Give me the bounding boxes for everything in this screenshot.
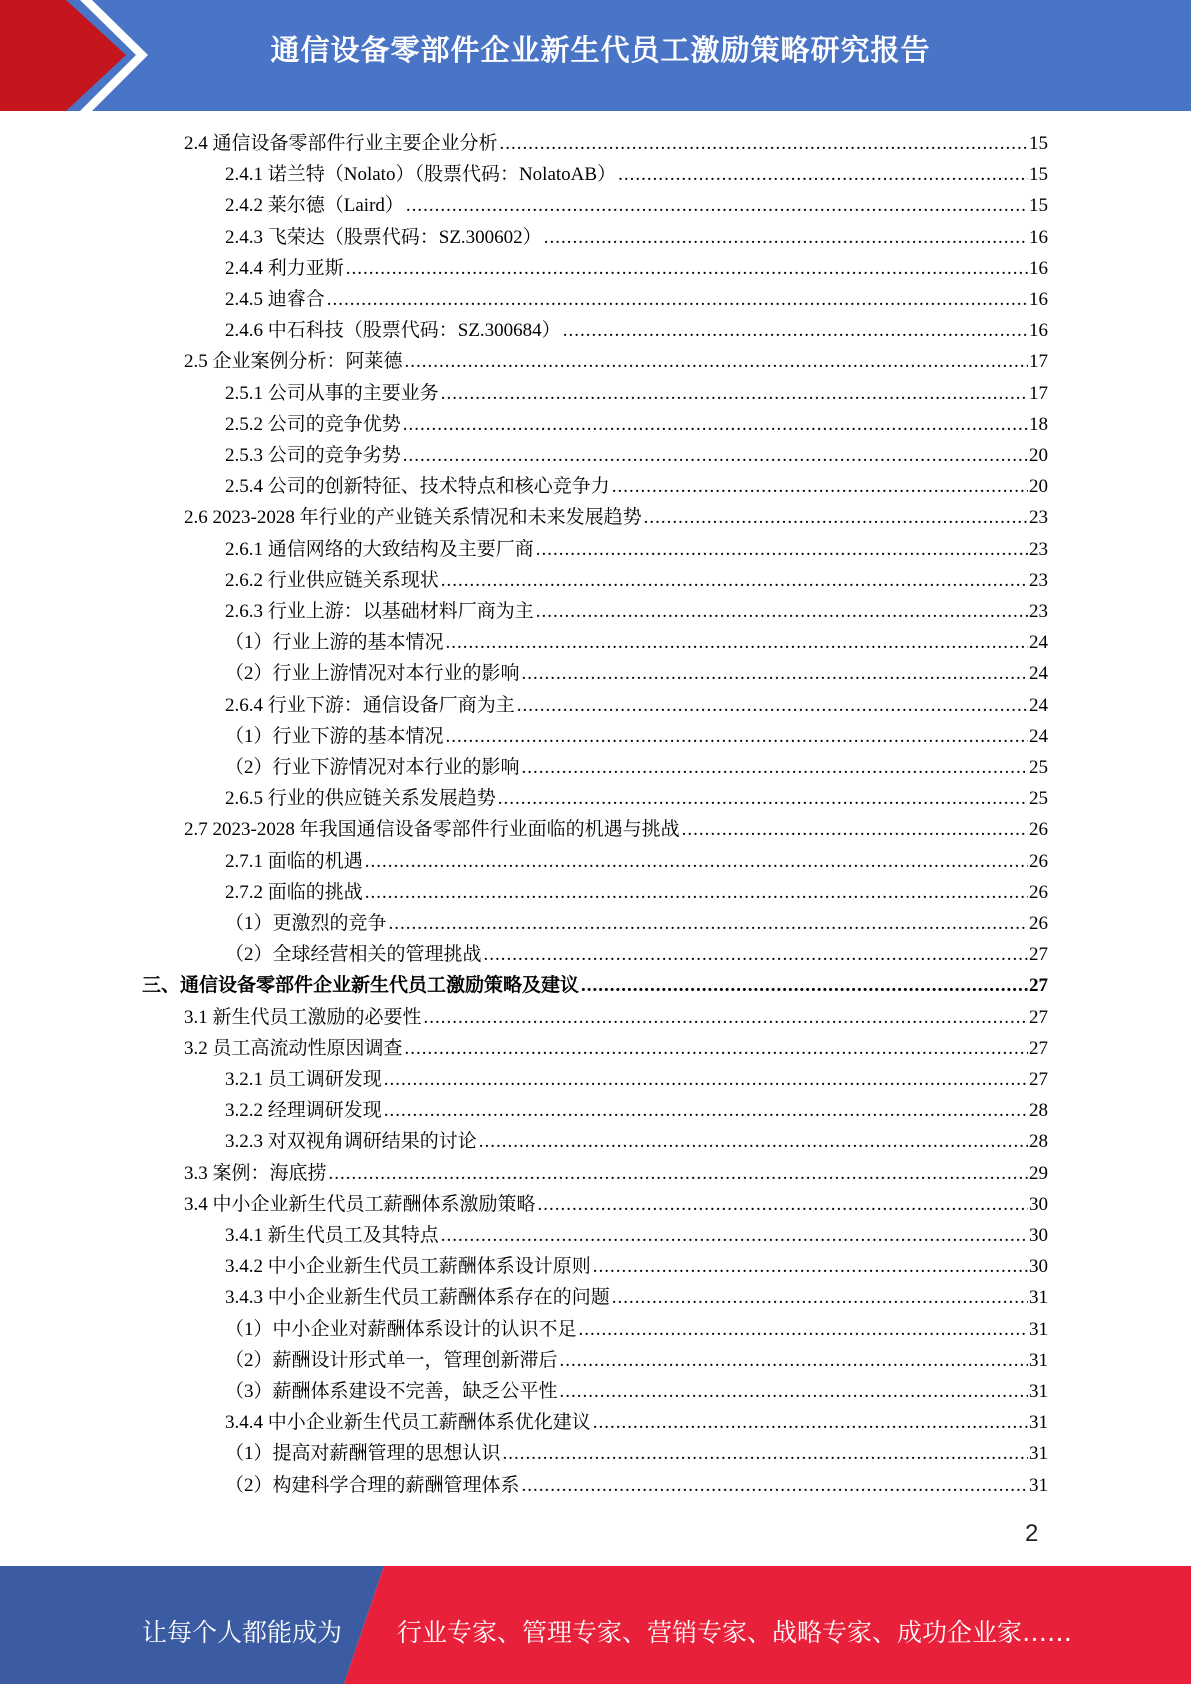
toc-entry[interactable] xyxy=(225,1407,1048,1437)
toc-entry-label: 2.4.6 中石科技（股票代码：SZ.300684） xyxy=(225,320,561,341)
toc-leader-dots xyxy=(403,414,1028,436)
toc-entry[interactable] xyxy=(225,1470,1048,1500)
toc-entry-label: 2.5.2 公司的竞争优势 xyxy=(225,414,401,435)
toc-entry-page: 27 xyxy=(1029,944,1048,965)
toc-entry-label: 3.2.1 员工调研发现 xyxy=(225,1069,382,1090)
toc-entry-label: 2.7.2 面临的挑战 xyxy=(225,882,363,903)
toc-leader-dots xyxy=(441,383,1028,405)
toc-leader-dots xyxy=(405,351,1028,373)
toc-entry-label: 2.4.4 利力亚斯 xyxy=(225,258,344,279)
toc-leader-dots xyxy=(500,133,1028,155)
toc-entry-page: 23 xyxy=(1029,539,1048,560)
toc-entry-label: （1）行业下游的基本情况 xyxy=(225,726,444,747)
toc-entry[interactable] xyxy=(225,1282,1048,1312)
toc-leader-dots xyxy=(403,445,1028,467)
toc-leader-dots xyxy=(346,258,1028,280)
toc-entry[interactable] xyxy=(225,690,1048,720)
toc-leader-dots xyxy=(446,632,1028,654)
toc-entry-label: （1）行业上游的基本情况 xyxy=(225,632,444,653)
toc-entry-page: 23 xyxy=(1029,601,1048,622)
toc-leader-dots xyxy=(503,1443,1028,1465)
toc-entry-label: 3.4 中小企业新生代员工薪酬体系激励策略 xyxy=(184,1194,536,1215)
toc-entry-label: 3.2.2 经理调研发现 xyxy=(225,1100,382,1121)
toc-entry[interactable] xyxy=(225,159,1048,189)
toc-entry-page: 24 xyxy=(1029,632,1048,653)
toc-entry-page: 31 xyxy=(1029,1443,1048,1464)
toc-leader-dots xyxy=(389,913,1028,935)
toc-entry-page: 15 xyxy=(1029,164,1048,185)
toc-leader-dots xyxy=(329,1163,1028,1185)
toc-entry-page: 28 xyxy=(1029,1131,1048,1152)
toc-entry[interactable] xyxy=(225,378,1048,408)
toc-entry-label: 2.6.4 行业下游：通信设备厂商为主 xyxy=(225,695,515,716)
toc-entry-page: 27 xyxy=(1029,1069,1048,1090)
toc-entry[interactable] xyxy=(225,877,1048,907)
toc-entry-label: （1）更激烈的竞争 xyxy=(225,913,387,934)
toc-entry-label: 3.3 案例：海底捞 xyxy=(184,1163,327,1184)
toc-leader-dots xyxy=(365,882,1028,904)
toc-entry[interactable] xyxy=(225,222,1048,252)
toc-entry-page: 31 xyxy=(1029,1475,1048,1496)
toc-entry[interactable] xyxy=(225,1095,1048,1125)
toc-entry-page: 15 xyxy=(1029,195,1048,216)
toc-entry-label: 3.4.4 中小企业新生代员工薪酬体系优化建议 xyxy=(225,1412,591,1433)
toc-leader-dots xyxy=(446,726,1028,748)
toc-entry[interactable] xyxy=(225,1345,1048,1375)
toc-entry[interactable] xyxy=(225,534,1048,564)
toc-leader-dots xyxy=(618,164,1028,186)
toc-entry[interactable] xyxy=(225,1064,1048,1094)
toc-entry[interactable] xyxy=(225,1126,1048,1156)
toc-entry-label: （1）中小企业对薪酬体系设计的认识不足 xyxy=(225,1319,577,1340)
report-title: 通信设备零部件企业新生代员工激励策略研究报告 xyxy=(270,33,931,67)
toc-entry-label: 2.5.3 公司的竞争劣势 xyxy=(225,445,401,466)
toc-entry-page: 15 xyxy=(1029,133,1048,154)
toc-entry[interactable] xyxy=(184,1002,1048,1032)
toc-leader-dots xyxy=(612,476,1028,498)
toc-entry-page: 25 xyxy=(1029,788,1048,809)
toc-entry-page: 24 xyxy=(1029,695,1048,716)
toc-entry-page: 26 xyxy=(1029,819,1048,840)
toc-leader-dots xyxy=(517,695,1028,717)
toc-entry-page: 30 xyxy=(1029,1256,1048,1277)
toc-entry-page: 31 xyxy=(1029,1319,1048,1340)
toc-leader-dots xyxy=(365,851,1028,873)
toc-leader-dots xyxy=(522,663,1028,685)
toc-leader-dots xyxy=(484,944,1028,966)
toc-entry[interactable] xyxy=(225,846,1048,876)
toc-entry-label: 2.5 企业案例分析：阿莱德 xyxy=(184,351,403,372)
toc-leader-dots xyxy=(593,1256,1028,1278)
toc-entry[interactable] xyxy=(225,1376,1048,1406)
toc-entry[interactable] xyxy=(142,970,1048,1000)
toc-entry[interactable] xyxy=(225,190,1048,220)
toc-entry-label: 2.6 2023-2028 年行业的产业链关系情况和未来发展趋势 xyxy=(184,507,642,528)
toc-entry-label: 3.4.3 中小企业新生代员工薪酬体系存在的问题 xyxy=(225,1287,610,1308)
toc-entry-label: 2.7 2023-2028 年我国通信设备零部件行业面临的机遇与挑战 xyxy=(184,819,680,840)
toc-entry-page: 16 xyxy=(1029,258,1048,279)
toc-entry-label: 2.6.3 行业上游：以基础材料厂商为主 xyxy=(225,601,534,622)
toc-entry-label: 2.4.3 飞荣达（股票代码：SZ.300602） xyxy=(225,227,542,248)
footer-roles: 行业专家、管理专家、营销专家、战略专家、成功企业家…… xyxy=(397,1618,1073,1647)
toc-entry[interactable] xyxy=(225,596,1048,626)
toc-entry-label: 2.5.1 公司从事的主要业务 xyxy=(225,383,439,404)
toc-entry-label: 2.4.5 迪睿合 xyxy=(225,289,325,310)
toc-leader-dots xyxy=(536,539,1028,561)
toc-entry[interactable] xyxy=(184,346,1048,376)
toc-entry-label: （2）薪酬设计形式单一，管理创新滞后 xyxy=(225,1350,558,1371)
toc-entry-page: 16 xyxy=(1029,289,1048,310)
toc-entry-label: 2.5.4 公司的创新特征、技术特点和核心竞争力 xyxy=(225,476,610,497)
toc-entry-page: 31 xyxy=(1029,1287,1048,1308)
toc-entry[interactable] xyxy=(225,284,1048,314)
toc-leader-dots xyxy=(682,819,1028,841)
toc-leader-dots xyxy=(560,1381,1028,1403)
toc-entry-page: 18 xyxy=(1029,414,1048,435)
toc-leader-dots xyxy=(560,1350,1028,1372)
toc-entry-page: 29 xyxy=(1029,1163,1048,1184)
toc-entry-page: 25 xyxy=(1029,757,1048,778)
toc-entry-page: 24 xyxy=(1029,726,1048,747)
toc-leader-dots xyxy=(581,975,1028,997)
toc-entry-page: 24 xyxy=(1029,663,1048,684)
toc-entry[interactable] xyxy=(225,1220,1048,1250)
toc-entry[interactable] xyxy=(225,939,1048,969)
toc-entry-label: 3.2.3 对双视角调研结果的讨论 xyxy=(225,1131,477,1152)
toc-entry-page: 17 xyxy=(1029,383,1048,404)
page-footer xyxy=(0,1566,1191,1684)
page-number: 2 xyxy=(1025,1520,1039,1547)
toc-entry-page: 26 xyxy=(1029,913,1048,934)
toc-entry-label: 3.4.2 中小企业新生代员工薪酬体系设计原则 xyxy=(225,1256,591,1277)
toc-leader-dots xyxy=(441,570,1028,592)
toc-entry-label: 三、通信设备零部件企业新生代员工激励策略及建议 xyxy=(142,975,580,996)
toc-entry-page: 20 xyxy=(1029,476,1048,497)
toc-entry-label: 3.2 员工高流动性原因调查 xyxy=(184,1038,403,1059)
toc-leader-dots xyxy=(522,757,1028,779)
toc-entry[interactable] xyxy=(225,627,1048,657)
toc-entry-page: 31 xyxy=(1029,1412,1048,1433)
toc-leader-dots xyxy=(498,788,1028,810)
toc-leader-dots xyxy=(536,601,1028,623)
toc-leader-dots xyxy=(563,320,1028,342)
toc-leader-dots xyxy=(579,1319,1028,1341)
toc-entry-page: 30 xyxy=(1029,1225,1048,1246)
toc-leader-dots xyxy=(384,1100,1028,1122)
toc-entry-label: 2.7.1 面临的机遇 xyxy=(225,851,363,872)
toc-entry[interactable] xyxy=(184,1189,1048,1219)
toc-entry[interactable] xyxy=(184,1033,1048,1063)
toc-entry-label: 2.6.5 行业的供应链关系发展趋势 xyxy=(225,788,496,809)
toc-leader-dots xyxy=(424,1007,1028,1029)
toc-entry-page: 26 xyxy=(1029,851,1048,872)
toc-entry-page: 23 xyxy=(1029,570,1048,591)
toc-entry-label: 2.4 通信设备零部件行业主要企业分析 xyxy=(184,133,498,154)
toc-entry[interactable] xyxy=(225,1438,1048,1468)
toc-entry[interactable] xyxy=(225,752,1048,782)
toc-entry-page: 28 xyxy=(1029,1100,1048,1121)
toc-leader-dots xyxy=(593,1412,1028,1434)
toc-entry[interactable] xyxy=(225,315,1048,345)
toc-entry[interactable] xyxy=(225,471,1048,501)
toc-leader-dots xyxy=(644,507,1028,529)
toc-entry-page: 27 xyxy=(1029,1007,1048,1028)
toc-entry[interactable] xyxy=(184,502,1048,532)
toc-entry[interactable] xyxy=(225,1251,1048,1281)
toc-entry[interactable] xyxy=(225,253,1048,283)
toc-entry-page: 27 xyxy=(1029,1038,1048,1059)
toc-entry-label: 2.4.2 莱尔德（Laird） xyxy=(225,195,404,216)
toc-entry-label: 2.4.1 诺兰特（Nolato）（股票代码：NolatoAB） xyxy=(225,164,617,185)
toc-entry[interactable] xyxy=(225,1314,1048,1344)
toc-leader-dots xyxy=(479,1131,1028,1153)
toc-entry-page: 31 xyxy=(1029,1350,1048,1371)
toc-leader-dots xyxy=(406,195,1028,217)
toc-entry-label: 2.6.2 行业供应链关系现状 xyxy=(225,570,439,591)
toc-entry[interactable] xyxy=(225,721,1048,751)
toc-entry-page: 26 xyxy=(1029,882,1048,903)
toc-leader-dots xyxy=(327,289,1028,311)
toc-entry-label: （2）全球经营相关的管理挑战 xyxy=(225,944,482,965)
toc-entry-label: （1）提高对薪酬管理的思想认识 xyxy=(225,1443,501,1464)
toc-entry[interactable] xyxy=(225,565,1048,595)
toc-entry-page: 16 xyxy=(1029,320,1048,341)
toc-leader-dots xyxy=(544,227,1028,249)
toc-entry-label: 2.6.1 通信网络的大致结构及主要厂商 xyxy=(225,539,534,560)
toc-entry-label: （2）行业上游情况对本行业的影响 xyxy=(225,663,520,684)
toc-entry-page: 17 xyxy=(1029,351,1048,372)
toc-entry-page: 23 xyxy=(1029,507,1048,528)
toc-entry-label: 3.4.1 新生代员工及其特点 xyxy=(225,1225,439,1246)
page-header xyxy=(0,0,1191,111)
toc-entry-label: 3.1 新生代员工激励的必要性 xyxy=(184,1007,422,1028)
toc-entry[interactable] xyxy=(184,814,1048,844)
toc-leader-dots xyxy=(612,1287,1028,1309)
toc-entry-page: 31 xyxy=(1029,1381,1048,1402)
toc-leader-dots xyxy=(384,1069,1028,1091)
toc-entry-page: 20 xyxy=(1029,445,1048,466)
toc-entry-page: 27 xyxy=(1029,975,1048,996)
toc-leader-dots xyxy=(522,1475,1028,1497)
toc-leader-dots xyxy=(538,1194,1028,1216)
toc-leader-dots xyxy=(441,1225,1028,1247)
toc-entry-label: （3）薪酬体系建设不完善，缺乏公平性 xyxy=(225,1381,558,1402)
toc-entry[interactable] xyxy=(225,440,1048,470)
toc-entry-page: 16 xyxy=(1029,227,1048,248)
toc-entry-page: 30 xyxy=(1029,1194,1048,1215)
toc-entry[interactable] xyxy=(225,783,1048,813)
toc-entry[interactable] xyxy=(225,908,1048,938)
toc-entry[interactable] xyxy=(225,658,1048,688)
toc-leader-dots xyxy=(405,1038,1028,1060)
toc-entry[interactable] xyxy=(184,128,1048,158)
toc-entry[interactable] xyxy=(184,1158,1048,1188)
toc-entry[interactable] xyxy=(225,409,1048,439)
footer-slogan: 让每个人都能成为 xyxy=(142,1618,343,1647)
toc-entry-label: （2）构建科学合理的薪酬管理体系 xyxy=(225,1475,520,1496)
toc-entry-label: （2）行业下游情况对本行业的影响 xyxy=(225,757,520,778)
